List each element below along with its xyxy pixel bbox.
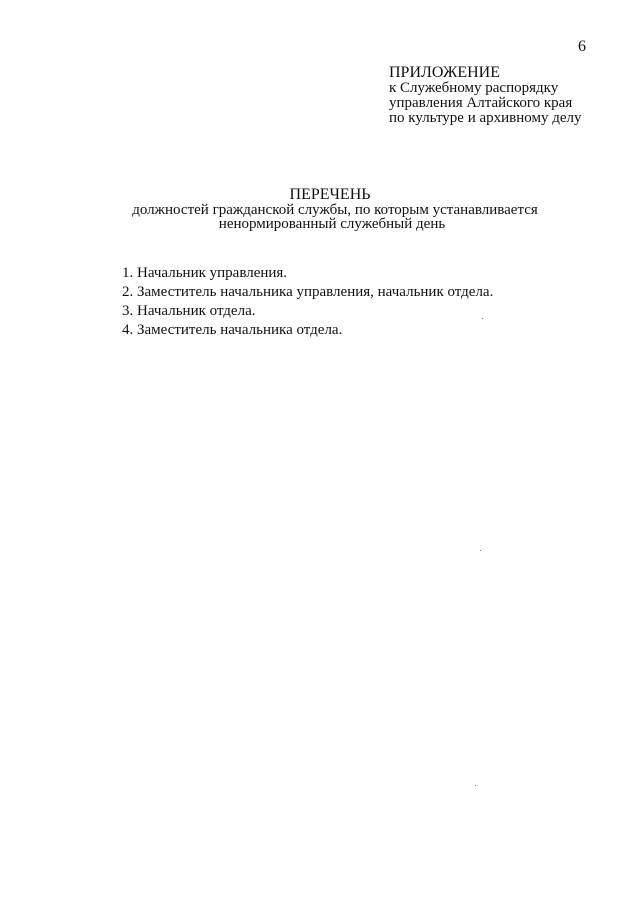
position-item: 4. Заместитель начальника отдела.	[122, 322, 343, 338]
position-item: 3. Начальник отдела.	[122, 303, 256, 319]
position-item: 2. Заместитель начальника управления, начальник отдела.	[122, 284, 494, 300]
appendix-line: управления Алтайского края	[389, 95, 573, 111]
scan-speck	[482, 318, 483, 319]
position-item: 1. Начальник управления.	[122, 265, 288, 281]
appendix-block	[389, 64, 629, 126]
list-heading: ПЕРЕЧЕНЬ	[289, 186, 371, 203]
appendix-line: к Служебному распорядку	[389, 80, 559, 96]
positions-list	[122, 264, 493, 340]
scan-speck	[480, 550, 481, 551]
scan-speck	[475, 785, 476, 786]
list-header	[0, 186, 640, 231]
list-subtitle-line: ненормированный служебный день	[218, 216, 446, 232]
appendix-title: ПРИЛОЖЕНИЕ	[389, 64, 501, 81]
page-number: 6	[578, 38, 586, 55]
appendix-line: по культуре и архивному делу	[389, 110, 582, 126]
list-subtitle-line: должностей гражданской службы, по которым устанавливается	[132, 202, 538, 218]
